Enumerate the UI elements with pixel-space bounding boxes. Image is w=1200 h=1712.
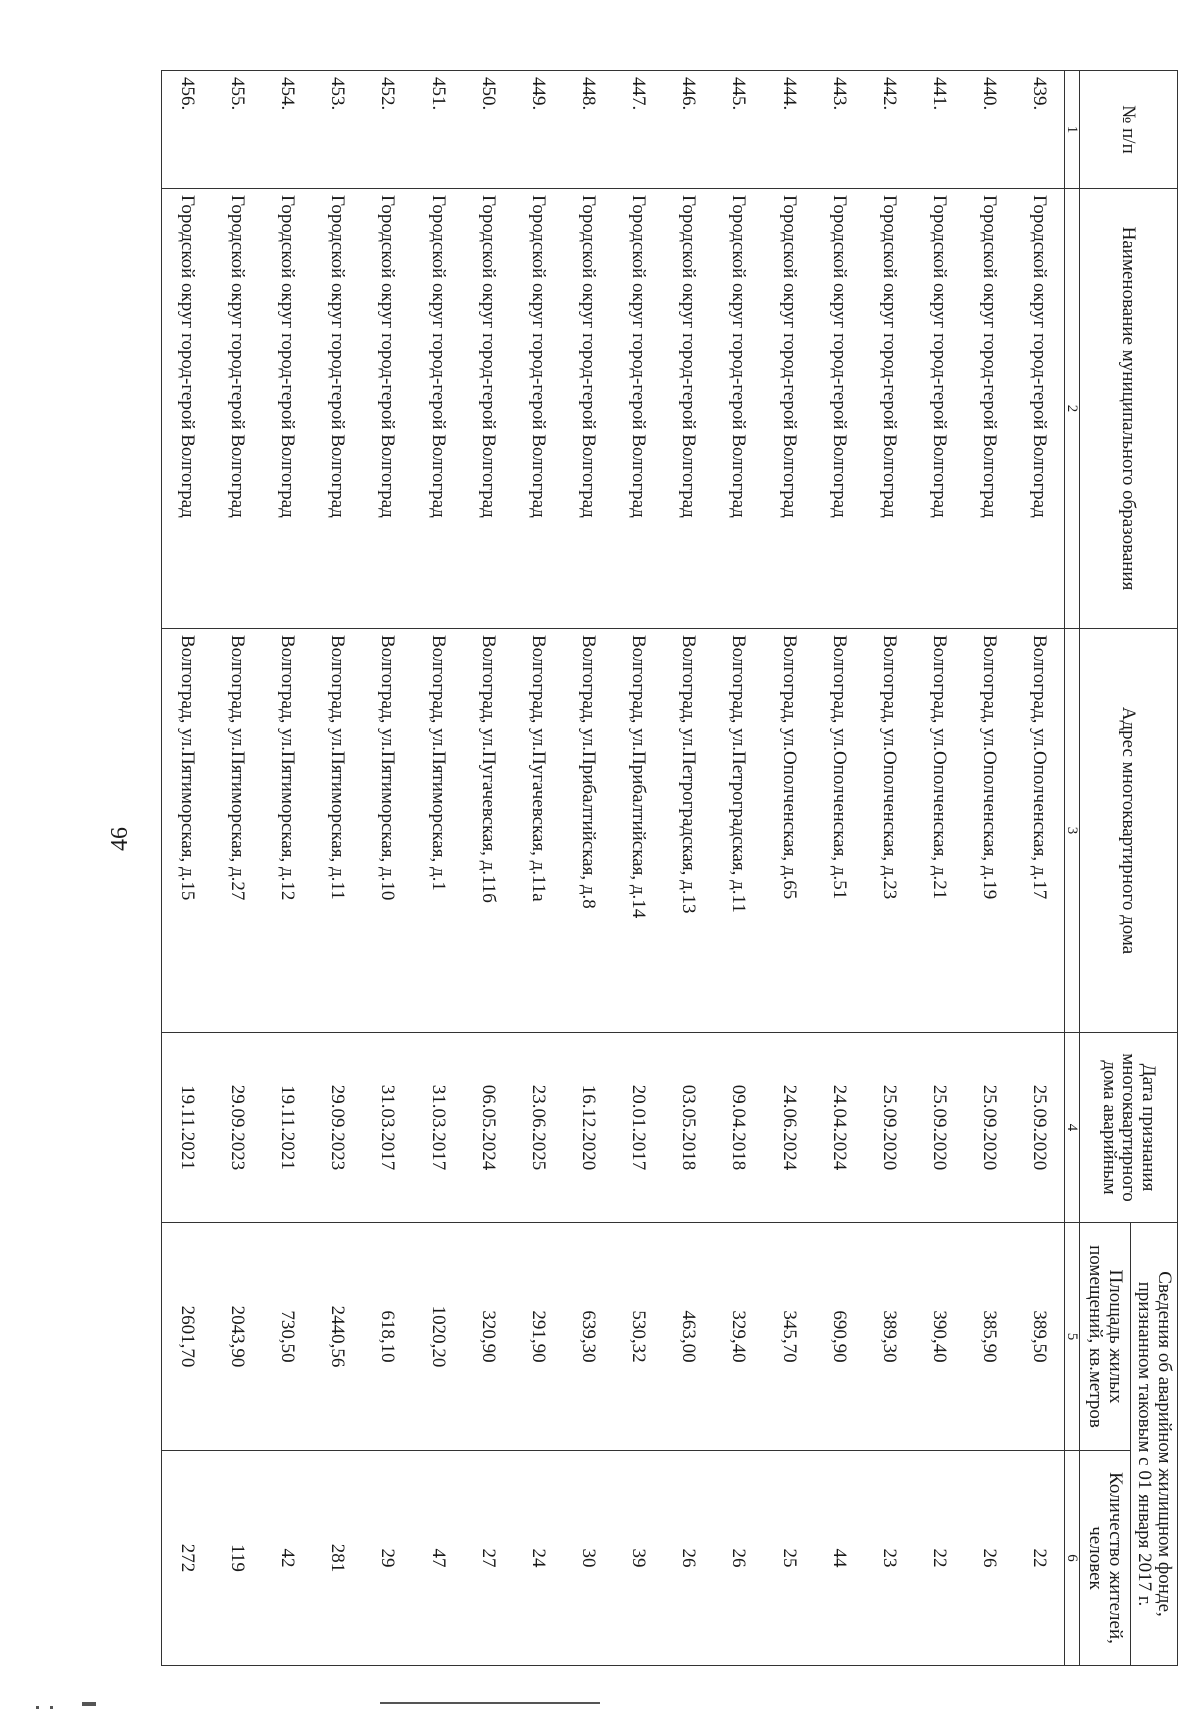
table-row <box>312 71 362 1666</box>
living-area: 385,90 <box>964 1223 1014 1451</box>
row-number: 453. <box>312 71 362 189</box>
recognition-date: 29.09.2023 <box>212 1033 262 1223</box>
residents-count: 26 <box>964 1451 1014 1666</box>
residents-count: 29 <box>362 1451 412 1666</box>
recognition-date: 19.11.2021 <box>262 1033 312 1223</box>
table-body <box>162 71 1065 1666</box>
building-address: Волгоград, ул.Пятиморская, д.10 <box>362 629 412 1033</box>
recognition-date: 31.03.2017 <box>362 1033 412 1223</box>
living-area: 618,10 <box>362 1223 412 1451</box>
row-number: 456. <box>162 71 212 189</box>
building-address: Волгоград, ул.Петроградская, д.11 <box>713 629 763 1033</box>
recognition-date: 20.01.2017 <box>613 1033 663 1223</box>
row-number: 441. <box>914 71 964 189</box>
column-number: 2 <box>1065 189 1080 629</box>
row-number: 444. <box>764 71 814 189</box>
residents-count: 30 <box>563 1451 613 1666</box>
building-address: Волгоград, ул.Пятиморская, д.15 <box>162 629 212 1033</box>
municipality-name: Городской округ город-герой Волгоград <box>463 189 513 629</box>
table-row <box>663 71 713 1666</box>
table-row <box>412 71 462 1666</box>
residents-count: 272 <box>162 1451 212 1666</box>
municipality-name: Городской округ город-герой Волгоград <box>764 189 814 629</box>
living-area: 389,30 <box>864 1223 914 1451</box>
building-address: Волгоград, ул.Прибалтийская, д.8 <box>563 629 613 1033</box>
table-row <box>563 71 613 1666</box>
row-number: 452. <box>362 71 412 189</box>
table-row <box>1014 71 1064 1666</box>
municipality-name: Городской округ город-герой Волгоград <box>412 189 462 629</box>
building-address: Волгоград, ул.Ополченская, д.51 <box>814 629 864 1033</box>
table-row <box>964 71 1014 1666</box>
living-area: 690,90 <box>814 1223 864 1451</box>
building-address: Волгоград, ул.Пятиморская, д.12 <box>262 629 312 1033</box>
living-area: 639,30 <box>563 1223 613 1451</box>
building-address: Волгоград, ул.Ополченская, д.21 <box>914 629 964 1033</box>
table-row <box>814 71 864 1666</box>
building-address: Волгоград, ул.Пугачевская, д.11а <box>513 629 563 1033</box>
municipality-name: Городской округ город-герой Волгоград <box>613 189 663 629</box>
recognition-date: 25.09.2020 <box>864 1033 914 1223</box>
table-row <box>713 71 763 1666</box>
residents-count: 24 <box>513 1451 563 1666</box>
municipality-name: Городской округ город-герой Волгоград <box>563 189 613 629</box>
municipality-name: Городской округ город-герой Волгоград <box>362 189 412 629</box>
building-address: Волгоград, ул.Пятиморская, д.27 <box>212 629 262 1033</box>
municipality-name: Городской округ город-герой Волгоград <box>513 189 563 629</box>
residents-count: 119 <box>212 1451 262 1666</box>
header-recognition-date: Дата признания многоквартирного дома аварийным <box>1080 1033 1178 1223</box>
header-municipality: Наименование муниципального образования <box>1080 189 1178 629</box>
row-number: 445. <box>713 71 763 189</box>
municipality-name: Городской округ город-герой Волгоград <box>864 189 914 629</box>
row-number: 450. <box>463 71 513 189</box>
living-area: 730,50 <box>262 1223 312 1451</box>
residents-count: 281 <box>312 1451 362 1666</box>
living-area: 463,00 <box>663 1223 713 1451</box>
column-number: 4 <box>1065 1033 1080 1223</box>
living-area: 320,90 <box>463 1223 513 1451</box>
table-row <box>463 71 513 1666</box>
living-area: 2601,70 <box>162 1223 212 1451</box>
table-row <box>212 71 262 1666</box>
recognition-date: 29.09.2023 <box>312 1033 362 1223</box>
table-row <box>362 71 412 1666</box>
living-area: 530,32 <box>613 1223 663 1451</box>
municipality-name: Городской округ город-герой Волгоград <box>914 189 964 629</box>
header-living-area: Площадь жилых помещений, кв.метров <box>1080 1223 1131 1451</box>
header-emergency-fund-group: Сведения об аварийном жилищном фонде, признанном таковым с 01 января 2017 г. <box>1131 1223 1178 1666</box>
residents-count: 22 <box>914 1451 964 1666</box>
header-residents: Количество жителей, человек <box>1080 1451 1131 1666</box>
table-row <box>864 71 914 1666</box>
residents-count: 39 <box>613 1451 663 1666</box>
recognition-date: 16.12.2020 <box>563 1033 613 1223</box>
recognition-date: 31.03.2017 <box>412 1033 462 1223</box>
table-row <box>513 71 563 1666</box>
living-area: 390,40 <box>914 1223 964 1451</box>
row-number: 448. <box>563 71 613 189</box>
row-number: 442. <box>864 71 914 189</box>
municipality-name: Городской округ город-герой Волгоград <box>814 189 864 629</box>
municipality-name: Городской округ город-герой Волгоград <box>262 189 312 629</box>
residents-count: 47 <box>412 1451 462 1666</box>
row-number: 440. <box>964 71 1014 189</box>
table-row <box>764 71 814 1666</box>
building-address: Волгоград, ул.Прибалтийская, д.14 <box>613 629 663 1033</box>
residents-count: 26 <box>713 1451 763 1666</box>
residents-count: 25 <box>764 1451 814 1666</box>
building-address: Волгоград, ул.Пугачевская, д.11б <box>463 629 513 1033</box>
table-row <box>914 71 964 1666</box>
building-address: Волгоград, ул.Петроградская, д.13 <box>663 629 713 1033</box>
table-row <box>613 71 663 1666</box>
residents-count: 26 <box>663 1451 713 1666</box>
residents-count: 44 <box>814 1451 864 1666</box>
rotated-table-container <box>161 70 1178 1665</box>
column-number: 3 <box>1065 629 1080 1033</box>
table-row <box>162 71 212 1666</box>
header-row-number: № п/п <box>1080 71 1178 189</box>
row-number: 451. <box>412 71 462 189</box>
column-number: 6 <box>1065 1451 1080 1666</box>
recognition-date: 06.05.2024 <box>463 1033 513 1223</box>
building-address: Волгоград, ул.Ополченская, д.17 <box>1014 629 1064 1033</box>
row-number: 455. <box>212 71 262 189</box>
municipality-name: Городской округ город-герой Волгоград <box>964 189 1014 629</box>
building-address: Волгоград, ул.Пятиморская, д.1 <box>412 629 462 1033</box>
row-number: 447. <box>613 71 663 189</box>
living-area: 291,90 <box>513 1223 563 1451</box>
row-number: 443. <box>814 71 864 189</box>
recognition-date: 24.04.2024 <box>814 1033 864 1223</box>
recognition-date: 09.04.2018 <box>713 1033 763 1223</box>
recognition-date: 25.09.2020 <box>964 1033 1014 1223</box>
recognition-date: 23.06.2025 <box>513 1033 563 1223</box>
residents-count: 23 <box>864 1451 914 1666</box>
municipality-name: Городской округ город-герой Волгоград <box>1014 189 1064 629</box>
emergency-housing-table <box>161 70 1178 1666</box>
municipality-name: Городской округ город-герой Волгоград <box>713 189 763 629</box>
living-area: 2440,56 <box>312 1223 362 1451</box>
scan-artifact-dot <box>50 1706 53 1709</box>
scan-artifact-dot <box>82 1702 96 1706</box>
row-number: 446. <box>663 71 713 189</box>
row-number: 449. <box>513 71 563 189</box>
page-number: 46 <box>107 827 133 851</box>
recognition-date: 19.11.2021 <box>162 1033 212 1223</box>
municipality-name: Городской округ город-герой Волгоград <box>663 189 713 629</box>
municipality-name: Городской округ город-герой Волгоград <box>212 189 262 629</box>
scan-artifact-dot <box>36 1706 39 1709</box>
row-number: 439. <box>1014 71 1064 189</box>
table-row <box>262 71 312 1666</box>
building-address: Волгоград, ул.Пятиморская, д.11 <box>312 629 362 1033</box>
table-header <box>1065 71 1178 1666</box>
living-area: 389,50 <box>1014 1223 1064 1451</box>
residents-count: 42 <box>262 1451 312 1666</box>
column-number: 5 <box>1065 1223 1080 1451</box>
recognition-date: 24.06.2024 <box>764 1033 814 1223</box>
scan-artifact-dash <box>380 1702 600 1704</box>
residents-count: 27 <box>463 1451 513 1666</box>
living-area: 2043,90 <box>212 1223 262 1451</box>
residents-count: 22 <box>1014 1451 1064 1666</box>
building-address: Волгоград, ул.Ополченская, д.23 <box>864 629 914 1033</box>
living-area: 329,40 <box>713 1223 763 1451</box>
recognition-date: 03.05.2018 <box>663 1033 713 1223</box>
row-number: 454. <box>262 71 312 189</box>
header-address: Адрес многоквартирного дома <box>1080 629 1178 1033</box>
municipality-name: Городской округ город-герой Волгоград <box>162 189 212 629</box>
municipality-name: Городской округ город-герой Волгоград <box>312 189 362 629</box>
building-address: Волгоград, ул.Ополченская, д.65 <box>764 629 814 1033</box>
building-address: Волгоград, ул.Ополченская, д.19 <box>964 629 1014 1033</box>
living-area: 345,70 <box>764 1223 814 1451</box>
recognition-date: 25.09.2020 <box>914 1033 964 1223</box>
living-area: 1020,20 <box>412 1223 462 1451</box>
column-number: 1 <box>1065 71 1080 189</box>
recognition-date: 25.09.2020 <box>1014 1033 1064 1223</box>
